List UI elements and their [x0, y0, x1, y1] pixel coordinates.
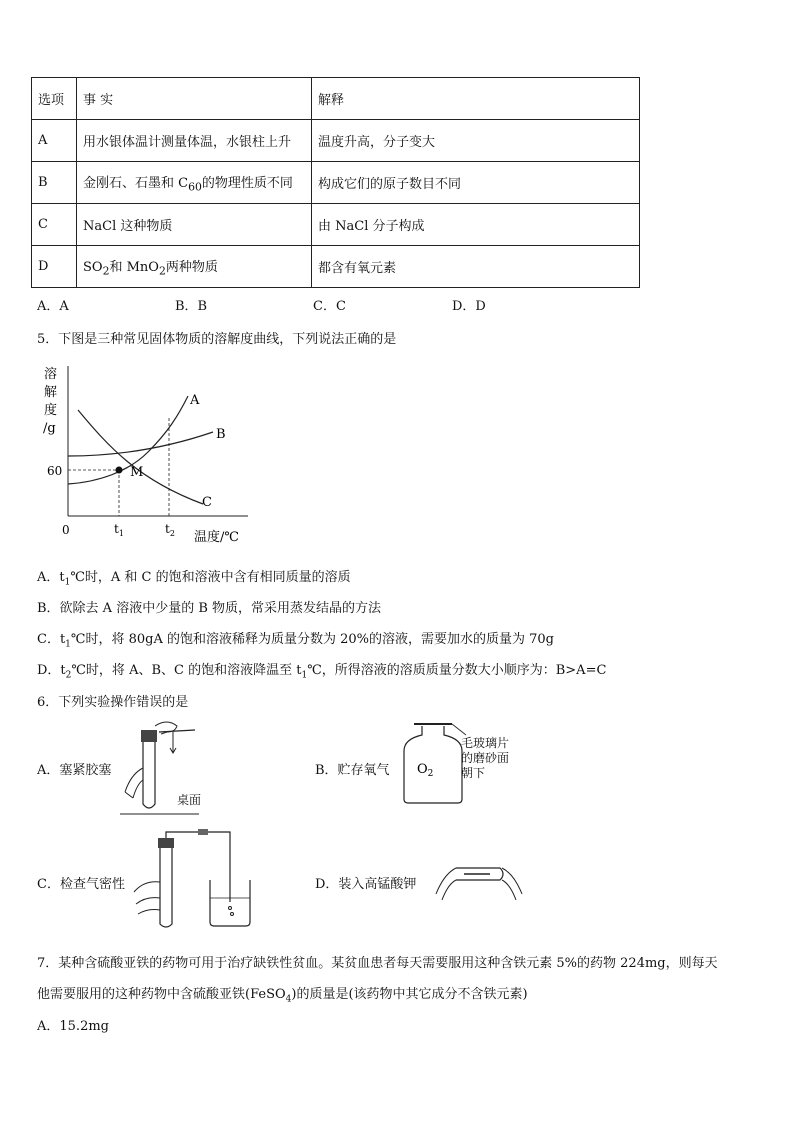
bubble [229, 907, 232, 910]
table-row [32, 120, 640, 162]
curve-b [68, 432, 213, 456]
x-tick-t1: $t_1$ [114, 522, 124, 538]
stopper-c [158, 838, 174, 848]
q5-stem: 5．下图是三种常见固体物质的溶解度曲线，下列说法正确的是 [37, 332, 397, 347]
hand-right [502, 868, 522, 900]
table-row [32, 204, 640, 246]
q6-option-a[interactable]: A．塞紧胶塞 [37, 763, 112, 778]
down-arrow-icon [170, 732, 176, 753]
pointer-line [452, 724, 466, 735]
delivery-tube [166, 832, 230, 902]
test-tube-a [143, 740, 155, 808]
row-fact: 金刚石、石墨和 $C_{60}$的物理性质不同 [77, 162, 312, 204]
solubility-chart [38, 360, 258, 550]
hand-left [436, 868, 456, 900]
series-label-b: B [216, 427, 226, 442]
rubber-stopper [141, 730, 157, 742]
header-explain: 解释 [312, 78, 640, 120]
series-label-a: A [190, 393, 200, 408]
tube-connector [198, 829, 208, 835]
row-fact: $SO_2$和 MnO$_2$两种物质 [77, 246, 312, 288]
point-label-m: M [130, 465, 144, 480]
q6-stem: 6．下列实验操作错误的是 [37, 695, 189, 710]
q5-option-b[interactable]: B．欲除去 A 溶液中少量的 B 物质，常采用蒸发结晶的方法 [37, 601, 382, 616]
q5-option-a[interactable]: A．$t_1℃$时，A 和 C 的饱和溶液中含有相同质量的溶质 [37, 570, 351, 588]
y-label-char: /g [43, 421, 56, 436]
glass-tube [159, 730, 195, 732]
q4-option-c[interactable]: C．C [313, 299, 346, 314]
y-label-char: 溶 [44, 367, 58, 382]
q5-option-d[interactable]: D．$t_2℃$时，将 A、B、C 的饱和溶液降温至 $t_1℃$，所得溶液的溶质质量分数大小顺序为：B>A=C [37, 663, 607, 681]
row-explain: 由 NaCl 分子构成 [312, 204, 640, 246]
airtight-check-figure [130, 828, 252, 930]
row-explain: 都含有氧元素 [312, 246, 640, 288]
point-m [116, 467, 123, 474]
curve-c [78, 410, 203, 504]
row-option: B [32, 162, 77, 204]
row-explain: 构成它们的原子数目不同 [312, 162, 640, 204]
test-tube-c [160, 846, 172, 927]
gas-jar [404, 726, 462, 803]
origin-label: 0 [62, 523, 70, 537]
q4-option-b[interactable]: B．B [175, 299, 208, 314]
header-option: 选项 [32, 78, 77, 120]
y-tick-60: 60 [47, 464, 63, 478]
q5-option-c[interactable]: C．$t_1℃$时，将 80gA 的饱和溶液稀释为质量分数为 20%的溶液，需要加水的质量为 70g [37, 632, 554, 650]
q6-option-b[interactable]: B．贮存氧气 [315, 763, 390, 778]
header-fact: 事 实 [77, 78, 312, 120]
desk-label: 桌面 [177, 793, 202, 807]
row-option: C [32, 204, 77, 246]
table-row [32, 162, 640, 204]
row-explain: 温度升高，分子变大 [312, 120, 640, 162]
table-row [32, 246, 640, 288]
plate-note: 毛玻璃片 的磨砂面 朝下 [461, 736, 510, 780]
hand-top [155, 722, 177, 734]
row-option: A [32, 120, 77, 162]
q7-line-1: 7．某种含硫酸亚铁的药物可用于治疗缺铁性贫血。某贫血患者每天需要服用这种含铁元素 5%的药物 224mg，则每天 [37, 956, 718, 971]
row-fact: NaCl 这种物质 [77, 204, 312, 246]
q6-option-c[interactable]: C．检查气密性 [37, 877, 125, 892]
x-axis-label: 温度/℃ [194, 530, 239, 545]
q7-option-a[interactable]: A．15.2mg [37, 1019, 109, 1034]
x-tick-t2: $t_2$ [165, 522, 175, 538]
curve-a [68, 396, 188, 484]
y-label-char: 度 [44, 403, 58, 418]
loading-kmno4-figure [430, 854, 530, 912]
y-label-char: 解 [44, 385, 58, 400]
row-fact: 用水银体温计测量体温，水银柱上升 [77, 120, 312, 162]
q4-option-a[interactable]: A．A [37, 299, 69, 314]
q6-option-d[interactable]: D．装入高锰酸钾 [315, 877, 417, 892]
row-option: D [32, 246, 77, 288]
jar-label: $O_2$ [417, 762, 434, 779]
hand-bottom [125, 768, 143, 798]
hand-c [134, 882, 160, 914]
q7-line-2: 他需要服用的这种药物中含硫酸亚铁(FeSO$_4$)的质量是(该药物中其它成分不含铁元素) [37, 987, 528, 1005]
gas-jar-figure [398, 721, 468, 807]
series-label-c: C [202, 495, 212, 510]
q4-option-d[interactable]: D．D [452, 299, 486, 314]
facts-table [31, 77, 640, 288]
table-header-row [32, 78, 640, 120]
bubble [231, 913, 234, 916]
